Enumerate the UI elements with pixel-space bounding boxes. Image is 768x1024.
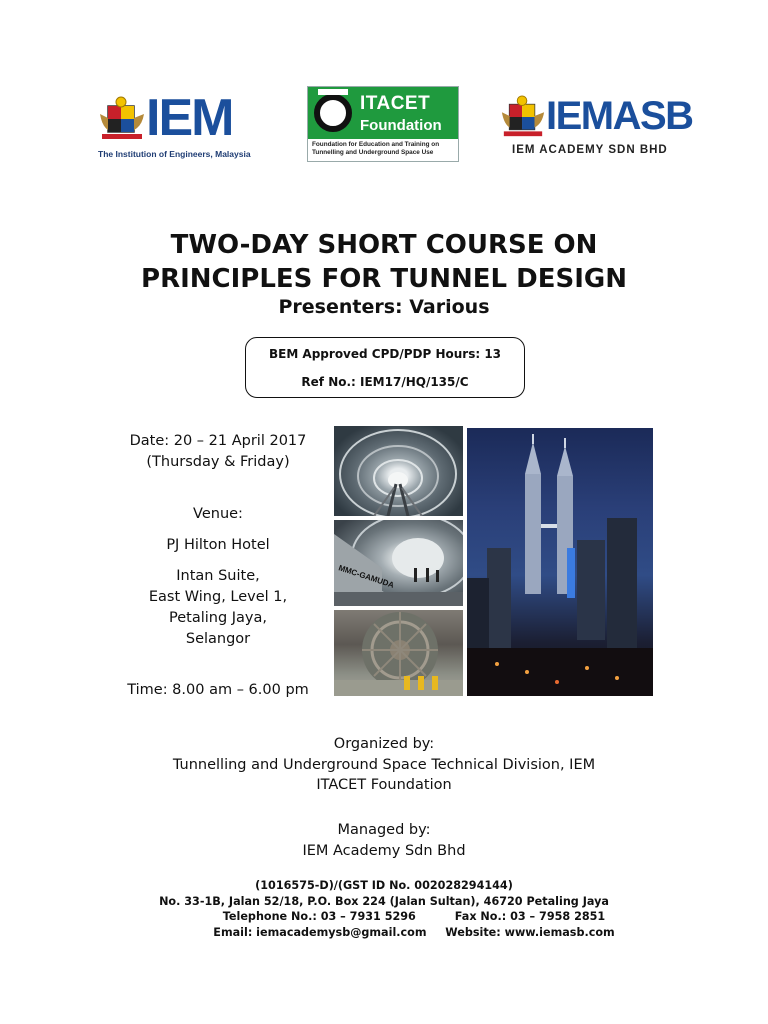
itacet-description: Foundation for Education and Training on Tunnelling and Underground Space Use bbox=[312, 141, 440, 156]
boring-machine-icon bbox=[334, 610, 463, 696]
organizer-line: ITACET Foundation bbox=[316, 777, 452, 793]
website: Website: www.iemasb.com bbox=[445, 925, 615, 939]
kl-skyline-photo bbox=[467, 428, 653, 696]
presenters: Presenters: Various bbox=[278, 296, 490, 318]
postal-address: No. 33-1B, Jalan 52/18, P.O. Box 224 (Jalan Sultan), 46720 Petaling Jaya bbox=[159, 894, 609, 908]
course-title-line2: PRINCIPLES FOR TUNNEL DESIGN bbox=[141, 264, 627, 294]
itacet-banner bbox=[308, 87, 458, 139]
venue-label: Venue: bbox=[193, 506, 243, 522]
tunnel-sign-text: MMC-GAMUDA bbox=[337, 563, 396, 590]
tunnel-photo bbox=[334, 426, 463, 516]
iemasb-tagline: IEM ACADEMY SDN BHD bbox=[512, 144, 668, 156]
itacet-logo bbox=[307, 86, 459, 162]
phone-fax-row bbox=[184, 909, 644, 925]
iem-tagline: The Institution of Engineers, Malaysia bbox=[98, 149, 251, 159]
venue-address-line: East Wing, Level 1, bbox=[148, 589, 288, 605]
manager-label: Managed by: bbox=[337, 822, 431, 838]
telephone: Telephone No.: 03 – 7931 5296 bbox=[222, 910, 416, 923]
email-web-row bbox=[184, 925, 644, 941]
venue-address-line: Petaling Jaya, bbox=[168, 610, 268, 626]
iemasb-crest-icon bbox=[500, 94, 546, 140]
itacet-ring-icon bbox=[314, 94, 352, 132]
course-title-line1: TWO-DAY SHORT COURSE ON bbox=[170, 230, 598, 260]
iemasb-wordmark: IEMASB bbox=[546, 94, 693, 138]
organizers bbox=[0, 734, 768, 796]
tunnel-worksite-photo bbox=[334, 520, 463, 606]
email: Email: iemacademysb@gmail.com bbox=[213, 925, 427, 939]
iem-wordmark: IEM bbox=[146, 89, 233, 147]
organizers-label: Organized by: bbox=[333, 736, 435, 752]
iemasb-logo bbox=[500, 92, 693, 162]
organizer-line: Tunnelling and Underground Space Technical Division, IEM bbox=[172, 756, 596, 773]
registration-number: (1016575-D)/(GST ID No. 002028294144) bbox=[255, 879, 513, 892]
logo-row bbox=[0, 86, 768, 166]
venue-address-line: Intan Suite, bbox=[176, 568, 260, 584]
course-title bbox=[0, 228, 768, 296]
cpd-info-box bbox=[245, 337, 525, 398]
cpd-hours: BEM Approved CPD/PDP Hours: 13 bbox=[268, 347, 502, 361]
tunnel-worksite-icon bbox=[334, 520, 463, 606]
event-time: Time: 8.00 am – 6.00 pm bbox=[127, 682, 309, 698]
itacet-name: ITACET bbox=[360, 93, 431, 114]
manager-name: IEM Academy Sdn Bhd bbox=[302, 842, 466, 859]
itacet-foundation: Foundation bbox=[360, 117, 442, 134]
event-days: (Thursday & Friday) bbox=[146, 454, 290, 470]
fax: Fax No.: 03 – 7958 2851 bbox=[454, 910, 606, 923]
tunnel-rings-icon bbox=[334, 426, 463, 516]
iem-logo bbox=[98, 89, 258, 159]
venue-name: PJ Hilton Hotel bbox=[166, 537, 270, 553]
petronas-towers-icon bbox=[467, 428, 653, 696]
ref-number: Ref No.: IEM17/HQ/135/C bbox=[301, 375, 469, 389]
tunnel-boring-machine-photo bbox=[334, 610, 463, 696]
manager bbox=[0, 820, 768, 861]
event-date: Date: 20 – 21 April 2017 bbox=[129, 433, 307, 449]
venue-address-line: Selangor bbox=[185, 631, 251, 647]
iem-crest-icon bbox=[98, 96, 146, 142]
